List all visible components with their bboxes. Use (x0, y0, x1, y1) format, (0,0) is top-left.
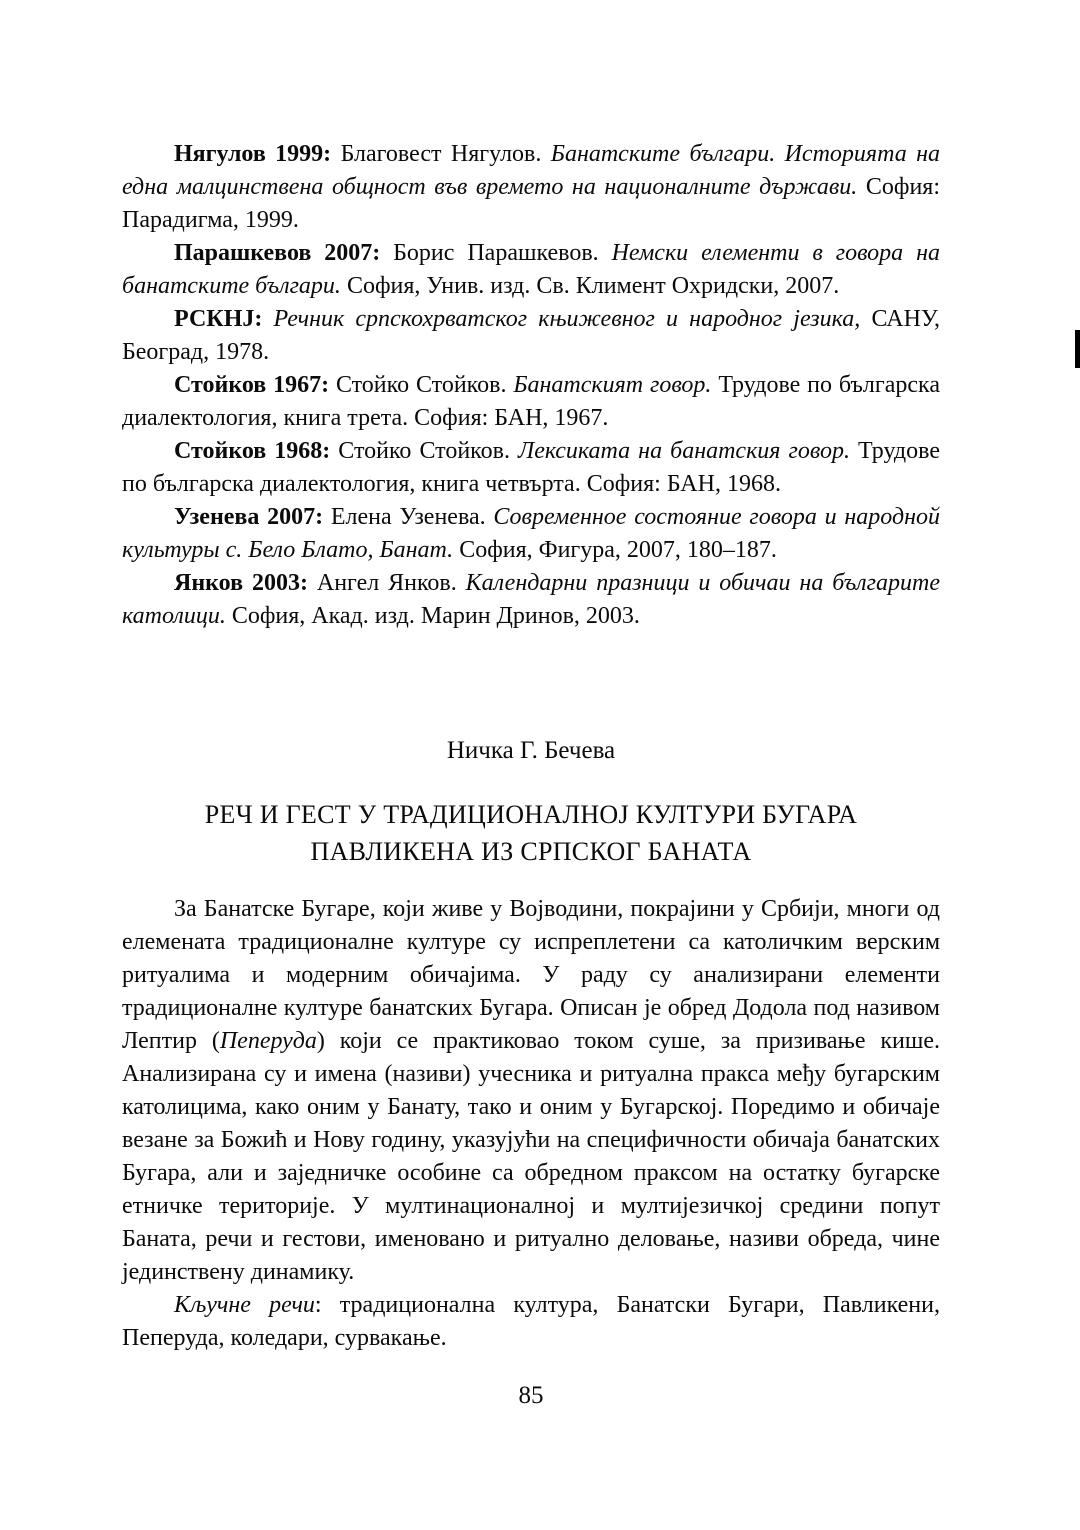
article-title-line2: ПАВЛИКЕНА ИЗ СРПСКОГ БАНАТА (310, 837, 752, 866)
reference-author-text: Благовест Нягулов. (331, 141, 551, 167)
reference-title-italic: Речник српскохрватског књижевног и народног језика, (273, 306, 861, 332)
page-number: 85 (518, 1382, 544, 1409)
reference-publication-info: САНУ, Београд, 1978. (122, 306, 941, 365)
reference-key: Стойков 1967: (174, 372, 330, 398)
reference-author-text: Борис Парашкевов. (380, 240, 612, 266)
keywords-paragraph (122, 1289, 940, 1355)
reference-key: Нягулов 1999: (174, 141, 332, 167)
reference-publication-info: Трудове по българска диалектология, книга четвърта. София: БАН, 1968. (122, 438, 940, 497)
reference-entry (122, 303, 940, 369)
reference-publication-info: София, Унив. изд. Св. Климент Охридски, 2007. (340, 273, 840, 299)
reference-key: РСКНЈ: (174, 306, 263, 332)
reference-publication-info: Трудове по българска диалектология, книга трета. София: БАН, 1967. (122, 372, 940, 431)
reference-key: Стойков 1968: (174, 438, 331, 464)
reference-entry (122, 435, 940, 501)
reference-publication-info: София, Акад. изд. Марин Дринов, 2003. (225, 603, 640, 629)
reference-key: Янков 2003: (174, 570, 308, 596)
reference-key: Парашкевов 2007: (174, 240, 381, 266)
reference-entry (122, 237, 940, 303)
references-section (122, 138, 940, 633)
abstract-text-part1: За Банатске Бугаре, који живе у Војводини, покрајини у Србији, многи од елемената традиционалне културе су испреплетени са католичким верским ритуалима и модерним обичајима. У раду су анализирани елементи традиционалне културе банатских Бугара. Описан је обред Додола под називом Лептир ( (122, 896, 940, 1054)
reference-key: Узенева 2007: (174, 504, 324, 530)
reference-entry (122, 501, 940, 567)
reference-entry (122, 567, 940, 633)
article-title-line1: РЕЧ И ГЕСТ У ТРАДИЦИОНАЛНОЈ КУЛТУРИ БУГАРА (204, 800, 858, 829)
article-body (122, 893, 940, 1355)
reference-title-italic: Календарни празници и обичаи на българите католици. (122, 570, 940, 629)
reference-author-text: Стойко Стойков. (329, 372, 514, 398)
keywords-text: : традиционална култура, Банатски Бугари, Павликени, Пеперуда, коледари, сурвакање. (122, 1292, 940, 1351)
scan-artifact-mark (1075, 330, 1080, 368)
reference-title-italic: Банатският говор. (513, 372, 712, 398)
reference-title-italic: Лексиката на банатския говор. (518, 438, 850, 464)
article-title (122, 796, 940, 870)
reference-author-text: Елена Узенева. (323, 504, 494, 530)
reference-entry (122, 138, 940, 237)
reference-title-italic: Немски елементи в говора на банатските българи. (122, 240, 941, 299)
reference-title-italic: Современное состояние говора и народной культуры с. Бело Блато, Банат. (122, 504, 941, 563)
article-author: Ничка Г. Бечева (446, 737, 616, 764)
abstract-text-part2: ) који се практиковао током суше, за призивање кише. Анализирана су и имена (називи) учесника и ритуална пракса међу бугарским католицима, како оним у Банату, тако и оним у Бугарској. Поредимо и обичаје везане за Божић и Нову годину, указујући на специфичности обичаја банатских Бугара, али и заједничке особине са обредном праксом на остатку бугарске етничке територије. У мултинационалној и мултијезичкој средини попут Баната, речи и гестови, именовано и ритуално деловање, називи обреда, чине јединствену динамику. (122, 1028, 941, 1285)
reference-title-italic: Банатските българи. Историята на една малцинствена общност във времето на националните държави. (122, 141, 940, 200)
reference-author-text (262, 306, 273, 332)
reference-publication-info: София: Парадигма, 1999. (122, 174, 940, 233)
reference-publication-info: София, Фигура, 2007, 180–187. (453, 537, 777, 563)
keywords-label: Кључне речи (174, 1292, 315, 1318)
reference-entry (122, 369, 940, 435)
reference-author-text: Стойко Стойков. (330, 438, 518, 464)
abstract-paragraph (122, 893, 940, 1289)
peperuda-italic: Пеперуда (219, 1028, 317, 1054)
reference-author-text: Ангел Янков. (307, 570, 466, 596)
